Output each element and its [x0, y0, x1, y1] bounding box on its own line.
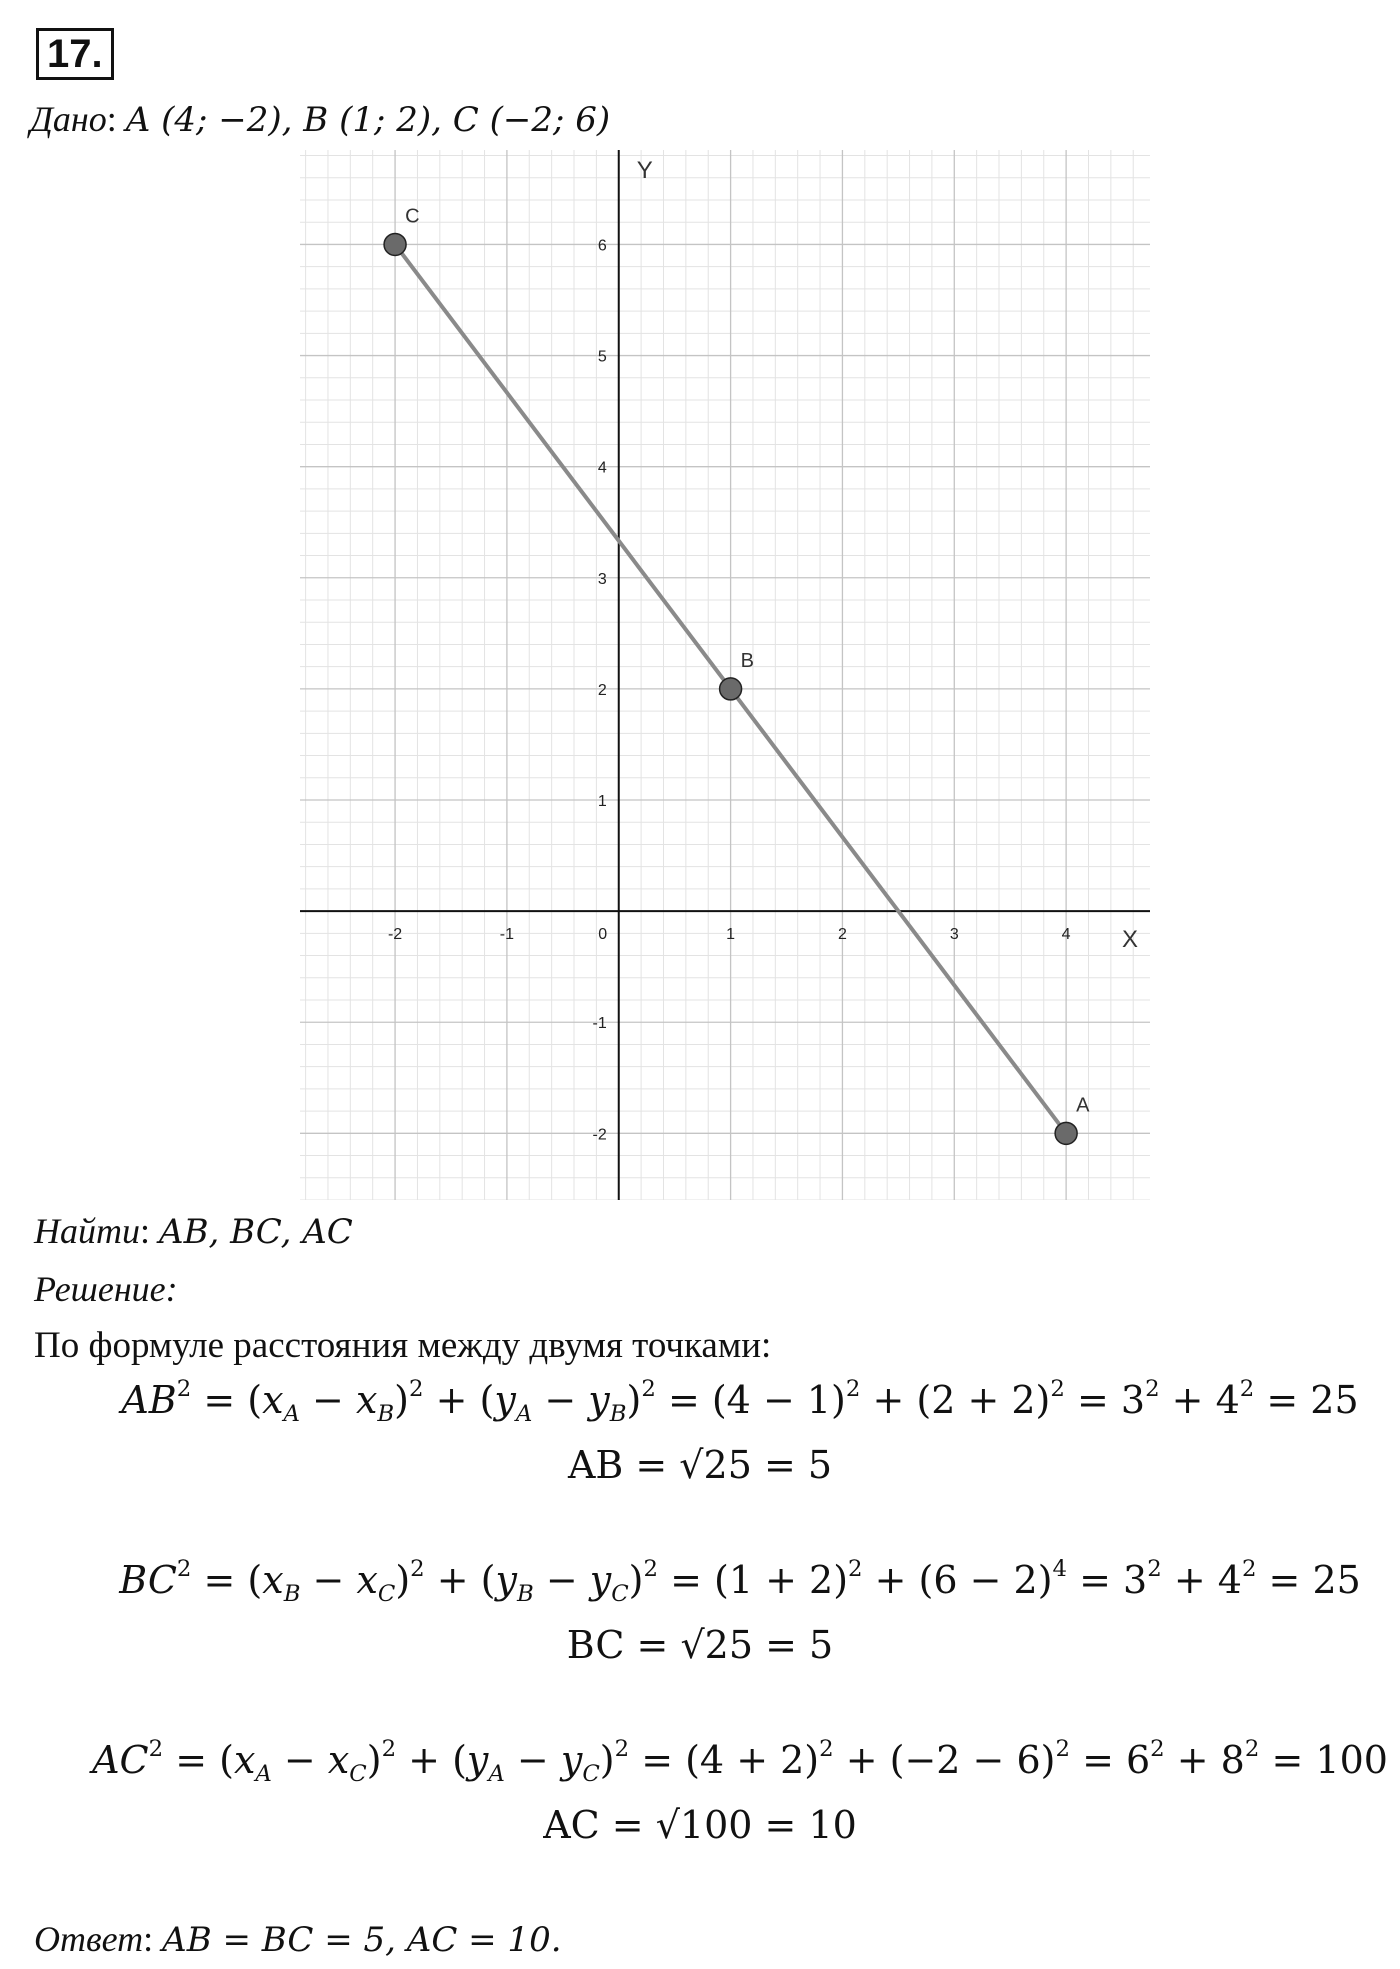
axes	[300, 150, 1150, 1200]
y-tick-label: 5	[597, 348, 607, 366]
y-tick-label: 4	[597, 459, 607, 477]
given-line: Дано: A (4; −2), B (1; 2), C (−2; 6)	[30, 99, 611, 140]
y-tick-label: -1	[592, 1015, 607, 1033]
point-a	[1055, 1122, 1077, 1144]
x-tick-label: 1	[726, 926, 736, 944]
point-b	[720, 678, 742, 700]
given-text: A (4; −2), B (1; 2), C (−2; 6)	[125, 100, 611, 140]
minor-grid	[300, 150, 1150, 1200]
x-tick-label: 3	[949, 926, 959, 944]
y-axis-label: Y	[636, 156, 653, 184]
x-tick-label: -1	[499, 926, 515, 944]
solution-intro: По формуле расстояния между двумя точками:	[34, 1325, 772, 1366]
ac-squared-equation: $AC^2 = (x_A - x_C)^2 + (y_A - y_C)^2 = (4 + 2)^2 + (-2 - 6)^2 = 6^2 + 8^2 = 100$	[92, 1735, 1388, 1787]
find-label: Найти	[34, 1211, 140, 1251]
find-line: Найти: AB, BC, AC	[34, 1211, 353, 1252]
point-label-c: C	[405, 205, 420, 228]
coordinate-graph	[300, 150, 1150, 1200]
given-label: Дано	[30, 99, 107, 139]
find-text: AB, BC, AC	[159, 1212, 353, 1252]
answer-label: Ответ	[34, 1919, 144, 1959]
y-tick-label: 2	[597, 681, 607, 699]
major-grid	[300, 150, 1150, 1200]
bc-result: BC = √25 = 5	[566, 1623, 834, 1667]
bc-squared-equation: $BC^2 = (x_B - x_C)^2 + (y_B - y_C)^2 = (1 + 2)^2 + (6 - 2)^4 = 3^2 + 4^2 = 25$	[119, 1555, 1361, 1607]
point-c	[384, 233, 406, 255]
y-tick-label: 6	[597, 237, 607, 255]
problem-number: 17.	[36, 28, 114, 80]
ab-result: AB = √25 = 5	[567, 1443, 833, 1487]
solution-label: Решение	[34, 1269, 166, 1309]
x-tick-label: 0	[598, 926, 608, 944]
answer-line: Ответ: AB = BC = 5, AC = 10.	[34, 1919, 562, 1960]
point-label-a: A	[1076, 1094, 1090, 1117]
y-tick-label: 3	[597, 570, 607, 588]
answer-text: AB = BC = 5, AC = 10.	[162, 1920, 562, 1960]
x-tick-label: 2	[837, 926, 847, 944]
solution-line: Решение:	[34, 1269, 178, 1309]
point-label-b: B	[740, 649, 754, 672]
x-axis-label: X	[1122, 926, 1139, 954]
ab-squared-equation: $AB^2 = (x_A - x_B)^2 + (y_A - y_B)^2 = (4 - 1)^2 + (2 + 2)^2 = 3^2 + 4^2 = 25$	[121, 1375, 1359, 1427]
ac-result: AC = √100 = 10	[543, 1803, 857, 1847]
y-tick-label: 1	[597, 793, 607, 810]
y-tick-label: -2	[592, 1126, 607, 1144]
x-tick-label: 4	[1061, 926, 1071, 944]
x-tick-label: -2	[387, 926, 403, 944]
points	[384, 205, 1090, 1144]
